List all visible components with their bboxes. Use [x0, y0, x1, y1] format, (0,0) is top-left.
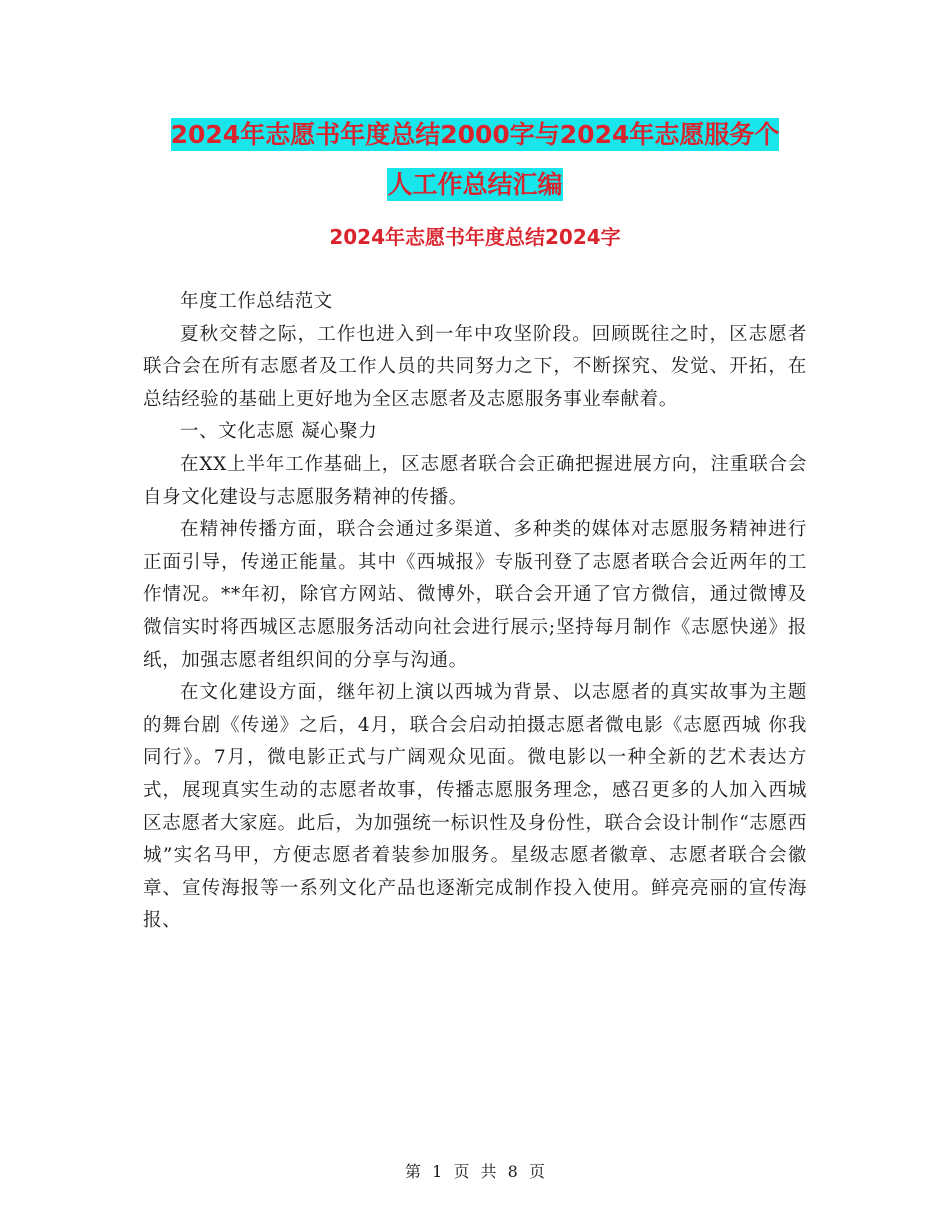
page-label-prefix: 第 [405, 1162, 422, 1181]
section-subtitle: 2024年志愿书年度总结2024字 [329, 225, 621, 249]
page-current: 1 [432, 1162, 443, 1181]
document-body [143, 286, 807, 938]
paragraph-culture-building: 在文化建设方面，继年初上演以西城为背景、以志愿者的真实故事为主题的舞台剧《传递》之后，4月，联合会启动拍摄志愿者微电影《志愿西城 你我同行》。7月，微电影正式与广阔观众见面。微电影以一种全新的艺术表达方式，展现真实生动的志愿者故事，传播志愿服务理念，感召更多的人加入西城区志愿者大家庭。此后，为加强统一标识性及身份性，联合会设计制作“志愿西城”实名马甲，方便志愿者着装参加服务。星级志愿者徽章、志愿者联合会徽章、宣传海报等一系列文化产品也逐渐完成制作投入使用。鲜亮亮丽的宣传海报、 [143, 682, 807, 932]
page-total: 8 [507, 1162, 518, 1181]
paragraph-intro: 夏秋交替之际，工作也进入到一年中攻坚阶段。回顾既往之时，区志愿者联合会在所有志愿者及工作人员的共同努力之下，不断探究、发觉、开拓，在总结经验的基础上更好地为全区志愿者及志愿服务事业奉献着。 [143, 323, 807, 410]
section-heading-culture: 一、文化志愿 凝心聚力 [180, 421, 378, 443]
paragraph-spirit-spread: 在精神传播方面，联合会通过多渠道、多种类的媒体对志愿服务精神进行正面引导，传递正能量。其中《西城报》专版刊登了志愿者联合会近两年的工作情况。**年初，除官方网站、微博外，联合会开通了官方微信，通过微博及微信实时将西城区志愿服务活动向社会进行展示;坚持每月制作《志愿快递》报纸，加强志愿者组织间的分享与沟通。 [143, 519, 807, 671]
paragraph-doc-type: 年度工作总结范文 [180, 291, 333, 312]
page-label-mid: 页 [453, 1162, 470, 1181]
page-label-suffix: 页 [528, 1162, 545, 1181]
title-line-1: 2024年志愿书年度总结2000字与2024年志愿服务个 [170, 120, 780, 149]
title-line-2: 人工作总结汇编 [387, 170, 563, 199]
page-label-total-prefix: 共 [480, 1162, 497, 1181]
page-footer [0, 1160, 950, 1184]
document-title [140, 110, 810, 210]
paragraph-culture-overview: 在XX上半年工作基础上，区志愿者联合会正确把握进展方向，注重联合会自身文化建设与志愿服务精神的传播。 [143, 453, 807, 508]
